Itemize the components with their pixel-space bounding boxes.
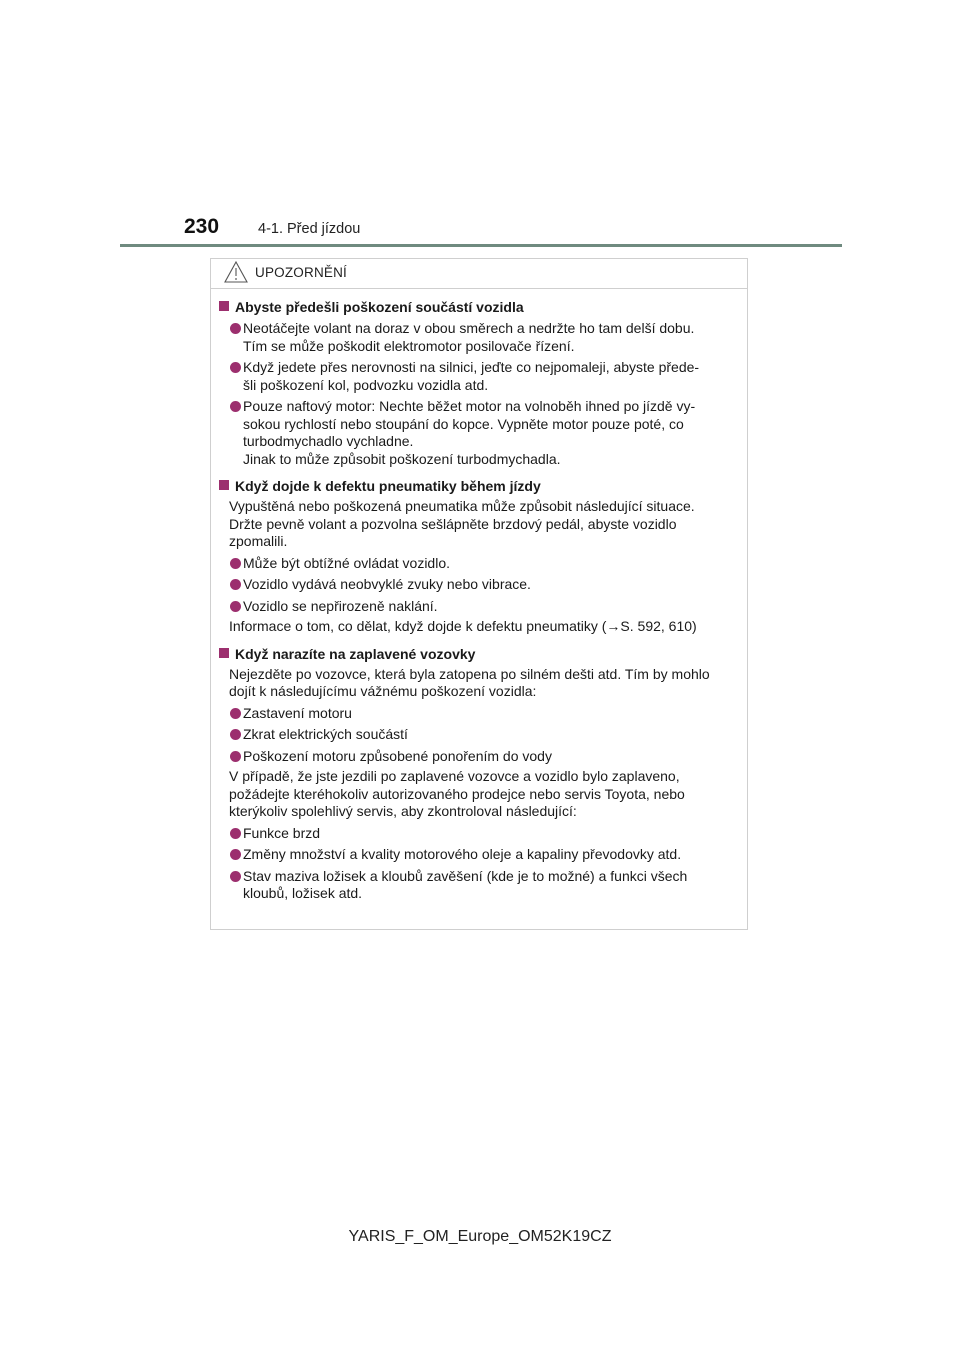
list-item: Změny množství a kvality motorového oleje a kapaliny převodovky atd. — [217, 846, 741, 864]
dot-bullet-icon — [230, 871, 241, 882]
dot-bullet-icon — [230, 362, 241, 373]
list-item: Zkrat elektrických součástí — [217, 726, 741, 744]
square-bullet-icon — [219, 480, 229, 490]
list-item: Poškození motoru způsobené ponořením do vody — [217, 748, 741, 766]
paragraph: V případě, že jste jezdili po zaplavené vozovce a vozidlo bylo zaplaveno, požádejte kteréhokoliv autorizovaného prodejce nebo servis Toyota, nebo kterýkoliv spolehlivý servis, aby zkontroloval následující: — [229, 768, 685, 819]
list-item: Může být obtížné ovládat vozidlo. — [217, 555, 741, 573]
warning-box — [210, 258, 748, 930]
list-item: Neotáčejte volant na doraz v obou směrech a nedržte ho tam delší dobu. Tím se může poškodit elektromotor posilovače řízení. — [217, 320, 741, 355]
warning-header — [211, 259, 747, 289]
section-heading: Když dojde k defektu pneumatiky během jízdy — [217, 477, 741, 495]
page-number: 230 — [184, 215, 220, 238]
list-item: Vozidlo vydává neobvyklé zvuky nebo vibrace. — [217, 576, 741, 594]
dot-bullet-icon — [230, 751, 241, 762]
warning-triangle-icon — [224, 261, 248, 283]
dot-bullet-icon — [230, 708, 241, 719]
document-id-footer: YARIS_F_OM_Europe_OM52K19CZ — [348, 1228, 612, 1245]
dot-bullet-icon — [230, 729, 241, 740]
paragraph: Nejezděte po vozovce, která byla zatopena po silném dešti atd. Tím by mohlo dojít k následujícímu vážnému poškození vozidla: — [229, 665, 710, 699]
list-item: Vozidlo se nepřirozeně naklání. — [217, 598, 741, 616]
dot-bullet-icon — [230, 828, 241, 839]
dot-bullet-icon — [230, 579, 241, 590]
section-heading: Abyste předešli poškození součástí vozidla — [217, 298, 741, 316]
dot-bullet-icon — [230, 558, 241, 569]
dot-bullet-icon — [230, 323, 241, 334]
section-heading: Když narazíte na zaplavené vozovky — [217, 645, 741, 663]
paragraph: Informace o tom, co dělat, když dojde k defektu pneumatiky (→S. 592, 610) — [229, 618, 697, 634]
warning-label: UPOZORNĚNÍ — [255, 265, 348, 280]
square-bullet-icon — [219, 648, 229, 658]
list-item: Pouze naftový motor: Nechte běžet motor na volnoběh ihned po jízdě vy- sokou rychlostí nebo stoupání do kopce. Vypněte motor pouze poté, co turbodmychadlo vychladne. Jinak to může způsobit poškození turbodmychadla. — [217, 398, 741, 468]
paragraph: Vypuštěná nebo poškozená pneumatika může způsobit následující situace. Držte pevně volant a pozvolna sešlápněte brzdový pedál, abyste vozidlo zpomalili. — [229, 498, 695, 549]
list-item: Funkce brzd — [217, 825, 741, 843]
square-bullet-icon — [219, 301, 229, 311]
dot-bullet-icon — [230, 601, 241, 612]
dot-bullet-icon — [230, 849, 241, 860]
warning-content — [211, 289, 747, 903]
list-item: Stav maziva ložisek a kloubů zavěšení (kde je to možné) a funkci všech kloubů, ložisek atd. — [217, 868, 741, 903]
dot-bullet-icon — [230, 401, 241, 412]
section-title: 4-1. Před jízdou — [258, 221, 361, 237]
list-item: Zastavení motoru — [217, 705, 741, 723]
header-rule — [120, 244, 842, 247]
list-item: Když jedete přes nerovnosti na silnici, jeďte co nejpomaleji, abyste přede- šli poškození kol, podvozku vozidla atd. — [217, 359, 741, 394]
